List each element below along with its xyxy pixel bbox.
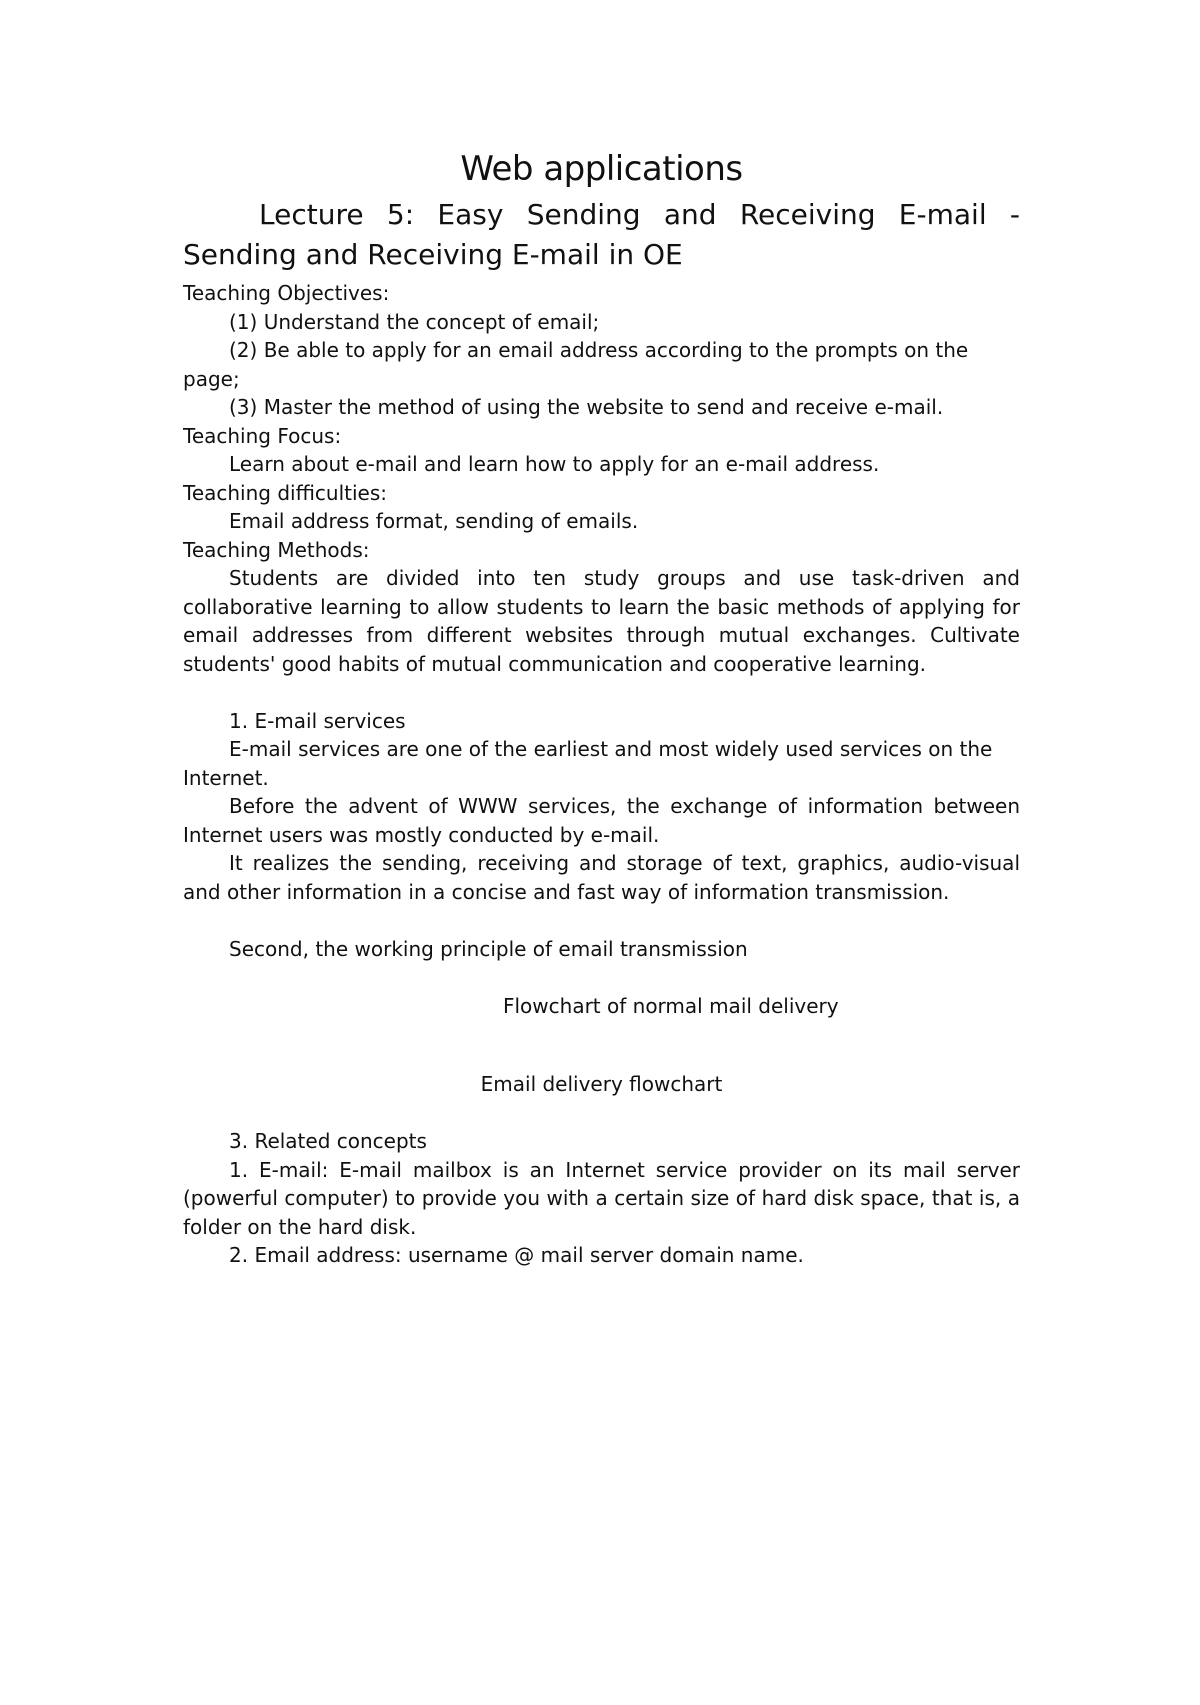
section-1-paragraph: Before the advent of WWW services, the exchange of information between Internet users was mostly conducted by e-mail. <box>183 794 1020 847</box>
spacer <box>183 1020 1020 1070</box>
methods-heading: Teaching Methods: <box>183 537 370 562</box>
flowchart-caption-email: Email delivery flowchart <box>480 1072 723 1096</box>
lecture-title <box>183 195 1020 275</box>
section-3-heading: 3. Related concepts <box>229 1129 427 1153</box>
objective-item: (3) Master the method of using the website to send and receive e-mail. <box>229 395 944 419</box>
difficulties-heading: Teaching difficulties: <box>183 480 388 505</box>
spacer <box>183 678 1020 707</box>
lecture-title-line-2: Sending and Receiving E-mail in OE <box>183 238 683 271</box>
objective-item: (2) Be able to apply for an email address according to the prompts on the page; <box>183 338 969 391</box>
section-2-heading: Second, the working principle of email transmission <box>229 936 748 961</box>
methods-text: Students are divided into ten study groups and use task-driven and collaborative learning to allow students to learn the basic methods of applying for email addresses from different websites through mutual exchanges. Cultivate students' good habits of mutual communication and cooperative learning. <box>183 566 1020 676</box>
document-title: Web applications <box>460 149 743 189</box>
focus-text: Learn about e-mail and learn how to apply for an e-mail address. <box>229 452 880 476</box>
spacer <box>183 1099 1020 1128</box>
objectives-heading: Teaching Objectives: <box>183 281 390 305</box>
spacer <box>183 906 1020 935</box>
section-1-paragraph: It realizes the sending, receiving and storage of text, graphics, audio-visual and other information in a concise and fast way of information transmission. <box>183 851 1020 904</box>
focus-heading: Teaching Focus: <box>183 423 342 448</box>
spacer <box>183 963 1020 992</box>
lecture-title-line-1: Lecture 5: Easy Sending and Receiving E-mail - <box>259 198 1020 231</box>
flowchart-caption-normal-mail: Flowchart of normal mail delivery <box>503 993 839 1018</box>
concept-item: 2. Email address: username @ mail server domain name. <box>229 1243 804 1267</box>
section-1-paragraph: E-mail services are one of the earliest and most widely used services on the Internet. <box>183 737 993 790</box>
document-body <box>183 143 1020 1270</box>
difficulties-text: Email address format, sending of emails. <box>229 509 639 533</box>
section-1-heading: 1. E-mail services <box>229 708 406 733</box>
concept-item: 1. E-mail: E-mail mailbox is an Internet service provider on its mail server (powerful computer) to provide you with a certain size of hard disk space, that is, a folder on the hard disk. <box>183 1157 1020 1239</box>
objective-item: (1) Understand the concept of email; <box>229 309 600 334</box>
